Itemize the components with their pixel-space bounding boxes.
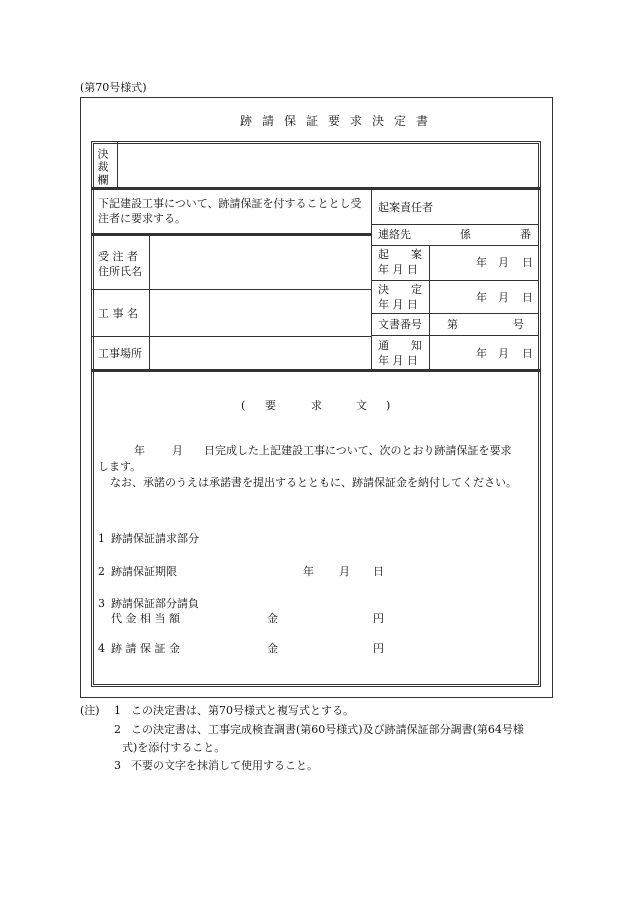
divider [429,246,430,370]
item-year: 年 [303,565,314,578]
contact-section: 係 [460,228,471,241]
decision-year: 年 [476,291,487,304]
item-yen: 円 [373,612,384,625]
note-text: 不要の文字を抹消して使用すること。 [131,759,318,772]
request-text: します。 [98,460,142,473]
note-number: 2 [114,723,121,736]
form-number-label: (第70号様式) [80,81,147,94]
item-label: 跡請保証請求部分 [111,532,199,545]
divider [372,245,539,246]
request-heading-char: 文 [356,399,367,412]
decision-label: 決裁欄 [96,148,109,187]
note-text: この決定書は、第70号様式と複写式とする。 [131,704,354,717]
doc-number-suffix: 号 [513,318,524,331]
drafter-label: 起案責任者 [378,201,433,214]
draft-day: 日 [522,256,533,269]
draft-month: 月 [498,256,509,269]
decision-day: 日 [522,291,533,304]
note-text: 式)を添付すること。 [122,741,226,754]
divider [91,187,541,190]
notice-date-label: 通 知 [378,339,422,352]
draft-year: 年 [476,256,487,269]
notice-month: 月 [498,347,509,360]
request-text: 日完成した上記建設工事について、次のとおり跡請保証を要求 [204,444,512,457]
divider [91,233,371,236]
note-number: 3 [114,759,121,772]
doc-number-prefix: 第 [447,318,458,331]
note-number: 1 [114,704,121,717]
decision-month: 月 [498,291,509,304]
request-statement: 下記建設工事について、跡請保証を付することとし受注者に要求する。 [98,197,362,225]
item-number: 4 [98,642,105,655]
contractor-label: 住所氏名 [98,265,142,278]
item-kin: 金 [267,612,278,625]
contractor-label: 受 注 者 [98,250,138,263]
draft-date-label: 起 案 [378,248,422,261]
draft-date-label: 年 月 日 [378,263,418,276]
request-heading-open: ( [241,399,246,412]
note-text: この決定書は、工事完成検査調書(第60号様式)及び跡請保証部分調書(第64号様 [131,723,524,736]
divider [372,335,539,336]
divider [372,280,539,281]
decision-date-label: 決 定 [378,283,422,296]
divider [91,289,371,290]
item-number: 3 [98,597,105,610]
divider [372,313,539,314]
notice-year: 年 [476,347,487,360]
work-place-label: 工事場所 [98,347,142,360]
item-number: 1 [98,532,105,545]
request-month: 月 [172,444,183,457]
contact-number: 番 [520,228,531,241]
request-year: 年 [134,444,145,457]
doc-number-label: 文書番号 [378,318,422,331]
item-yen: 円 [373,642,384,655]
item-label: 跡請保証部分請負 [111,597,199,610]
decision-date-label: 年 月 日 [378,298,418,311]
divider [117,141,118,188]
divider [91,369,541,372]
notice-day: 日 [522,347,533,360]
notes-label: (注) [80,704,100,717]
item-label: 跡 請 保 証 金 [111,642,180,655]
item-month: 月 [339,565,350,578]
request-heading-char: 求 [311,399,322,412]
notice-date-label: 年 月 日 [378,354,418,367]
item-kin: 金 [267,642,278,655]
item-sub-label: 代 金 相 当 額 [111,612,180,625]
item-day: 日 [373,565,384,578]
request-text: なお、承諾のうえは承諾書を提出するとともに、跡請保証金を納付してください。 [110,476,517,489]
divider [372,224,539,225]
divider [91,336,371,337]
request-heading-char: 要 [265,399,276,412]
document-title: 跡請保証要求決定書 [240,114,439,128]
item-number: 2 [98,565,105,578]
divider [149,236,150,370]
request-heading-close: ) [386,399,391,412]
item-label: 跡請保証期限 [111,565,177,578]
contact-label: 連絡先 [378,228,411,241]
work-name-label: 工 事 名 [98,307,138,320]
